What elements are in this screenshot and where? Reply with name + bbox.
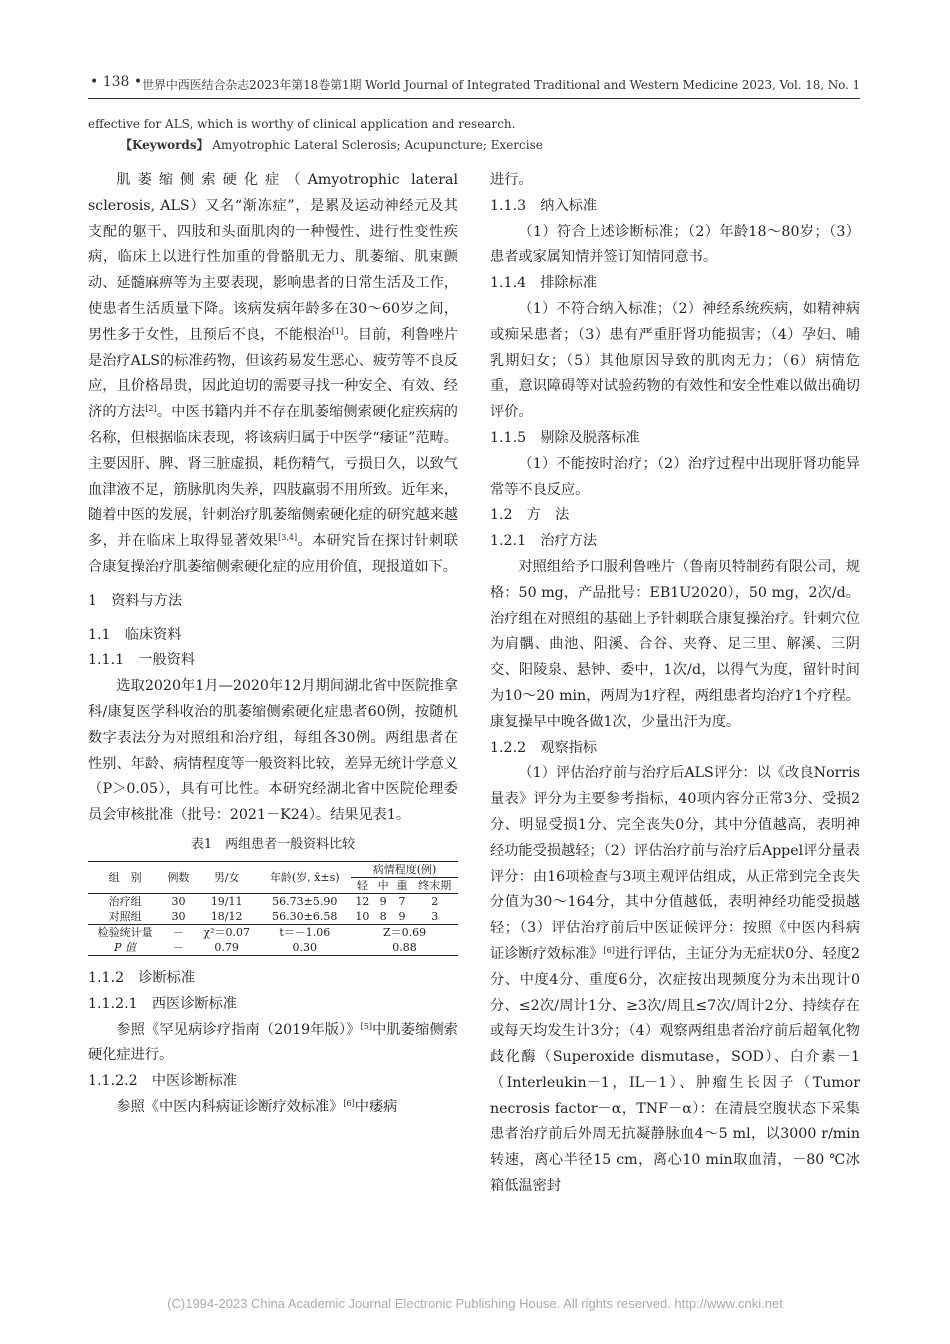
running-header (88, 72, 860, 96)
subsection-heading: 1.1.3 纳入标准 (490, 197, 598, 214)
citation: [3,4] (278, 533, 298, 543)
table-subheader: 重 (396, 878, 408, 892)
keywords-text: Amyotrophic Lateral Sclerosis; Acupuncture; Exercise (208, 138, 543, 152)
header-rule (88, 98, 860, 99)
table-row: 检验统计量 － χ²＝0.07 t＝－1.06 Z＝0.69 (88, 924, 458, 940)
table-title: 表1 两组患者一般资料比较 (190, 836, 356, 852)
subsection-heading: 1.2 方 法 (490, 507, 570, 524)
tcm-criteria-paragraph: 参照《中医内科病证诊断疗效标准》[6]中痿病 (116, 1098, 398, 1115)
copyright-footer: (C)1994-2023 China Academic Journal Electronic Publishing House. All rights reserved. http://www.cnki.net (167, 1296, 783, 1311)
subsection-heading: 1.1.2.2 中医诊断标准 (88, 1073, 237, 1090)
intro-paragraph: 肌萎缩侧索硬化症（Amyotrophic lateral sclerosis, ALS）又名“渐冻症”，是累及运动神经元及其支配的躯干、四肢和头面肌肉的一种慢性、进行性变性疾病，临床上以进行性加重的骨骼肌无力、肌萎缩、肌束颤动、延髓麻痹等为主要表现，影响患者的日常生活及工作，使患者生活质量下降。该病发病年龄多在30～60岁之间，男性多于女性，且预后不良，不能根治[1]。目前，利鲁唑片是治疗ALS的标准药物，但该药易发生恶心、疲劳等不良反应，且价格昂贵，因此迫切的需要寻找一种安全、有效、经济的方法[2]。中医书籍内并不存在肌萎缩侧索硬化症疾病的名称，但根据临床表现，将该病归属于中医学“痿证”范畴。主要因肝、脾、肾三脏虚损，耗伤精气，亏损日久，以致气血津液不足，筋脉肌肉失养，四肢羸弱不用所致。近年来，随着中医的发展，针刺治疗肌萎缩侧索硬化症的研究越来越多，并在临床上取得显著效果[3,4]。本研究旨在探讨针刺联合康复操治疗肌萎缩侧索硬化症的应用价值，现报道如下。 (88, 172, 458, 575)
subsection-heading: 1.1.2 诊断标准 (88, 969, 196, 986)
subsection-heading: 1.1.2.1 西医诊断标准 (88, 995, 237, 1012)
continued-text: 进行。 (490, 172, 533, 188)
section-heading: 1 资料与方法 (88, 592, 183, 609)
abstract-end-line: effective for ALS, which is worthy of clinical application and research. (88, 117, 516, 131)
table-header: 病情程度(例) (351, 861, 458, 877)
page-number: • 138 • (90, 74, 143, 90)
table-subheader: 中 (377, 878, 389, 892)
left-column (88, 168, 458, 1121)
citation: [2] (145, 404, 157, 414)
subsection-heading: 1.1.1 一般资料 (88, 652, 196, 669)
inclusion-paragraph: （1）符合上述诊断标准；（2）年龄18～80岁；（3）患者或家属知情并签订知情同意书。 (490, 223, 860, 266)
subsection-heading: 1.2.1 治疗方法 (490, 533, 598, 550)
table-header: 例数 (162, 861, 195, 893)
keywords-line (120, 136, 543, 153)
subsection-heading: 1.1.4 排除标准 (490, 275, 598, 292)
citation: [6] (343, 1098, 355, 1108)
subsection-heading: 1.2.2 观察指标 (490, 739, 598, 756)
journal-title: 世界中西医结合杂志2023年第18卷第1期 World Journal of Integrated Traditional and Western Medicine 2023, Vol. 18, No. 1 (142, 78, 860, 92)
table-row: 治疗组 30 19/11 56.73±5.90 12 9 7 2 (88, 893, 458, 909)
table-row: 对照组 30 18/12 56.30±6.58 10 8 9 3 (108, 909, 439, 923)
general-data-paragraph: 选取2020年1月—2020年12月期间湖北省中医院推拿科/康复医学科收治的肌萎缩侧索硬化症患者60例，按随机数字表法分为对照组和治疗组，每组各30例。两组患者在性别、年龄、病情程度等一般资料比较，差异无统计学意义（P＞0.05），具有可比性。本研究经湖北省中医院伦理委员会审核批准（批号：2021－K24）。结果见表1。 (88, 678, 458, 824)
table-subheader: 终末期 (418, 878, 452, 892)
table-header: 年龄(岁, x̄±s) (258, 861, 351, 893)
western-criteria-paragraph: 参照《罕见病诊疗指南（2019年版）》[5]中肌萎缩侧索硬化症进行。 (88, 1021, 458, 1064)
table-subheader: 轻 (356, 878, 368, 892)
dropout-paragraph: （1）不能按时治疗；（2）治疗过程中出现肝肾功能异常等不良反应。 (490, 455, 860, 498)
subsection-heading: 1.1.5 剔除及脱落标准 (490, 429, 640, 446)
baseline-table (88, 861, 458, 956)
table-row: P 值 － 0.79 0.30 0.88 (88, 940, 458, 956)
right-column (490, 168, 860, 1200)
method-paragraph: 对照组给予口服利鲁唑片（鲁南贝特制药有限公司，规格：50 mg，产品批号：EB1U2020），50 mg，2次/d。治疗组在对照组的基础上予针刺联合康复操治疗。针刺穴位为肩髃、曲池、阳溪、合谷、夹脊、足三里、解溪、三阴交、阳陵泉、悬钟、委中，1次/d，以得气为度，留针时间为10～20 min，两周为1疗程，两组患者均治疗1个疗程。康复操早中晚各做1次，少量出汗为度。 (490, 558, 860, 730)
subsection-heading: 1.1 临床资料 (88, 626, 182, 643)
citation: [1] (331, 326, 344, 336)
table-header: 男/女 (195, 861, 259, 893)
citation: [5] (360, 1021, 372, 1031)
citation: [6] (603, 945, 615, 955)
table-header: 组 别 (88, 861, 162, 893)
keywords-label: 【Keywords】 (120, 138, 209, 152)
observation-paragraph: （1）评估治疗前与治疗后ALS评分：以《改良Norris量表》评分为主要参考指标，40项内容分正常3分、受损2分、明显受损1分、完全丧失0分，其中分值越高，表明神经功能受损越轻；（2）评估治疗前与治疗后Appel评分量表评分：由16项检查与3项主观评估组成，从正常到完全丧失分值为30～164分，其中分值越低，表明神经功能受损越轻；（3）评估治疗前后中医证候评分：按照《中医内科病证诊断疗效标准》[6]进行评估，主证分为无症状0分、轻度2分、中度4分、重度6分，次症按出现频度分为未出现计0分、≤2次/周计1分、≥3次/周且≤7次/周计2分、持续存在或每天均发生计3分；（4）观察两组患者治疗前后超氧化物歧化酶（Superoxide dismutase，SOD）、白介素－1（Interleukin－1，IL－1）、肿瘤生长因子（Tumor necrosis factor－α，TNF－α）：在清晨空腹状态下采集患者治疗前后外周无抗凝静脉血4～5 ml，以3000 r/min转速，离心半径15 cm，离心10 min取血清，－80 ℃冰箱低温密封 (490, 765, 860, 1195)
exclusion-paragraph: （1）不符合纳入标准；（2）神经系统疾病，如精神病或痴呆患者；（3）患有严重肝肾功能损害；（4）孕妇、哺乳期妇女；（5）其他原因导致的肌肉无力；（6）病情危重，意识障碍等对试验药物的有效性和安全性难以做出确切评价。 (490, 300, 860, 421)
